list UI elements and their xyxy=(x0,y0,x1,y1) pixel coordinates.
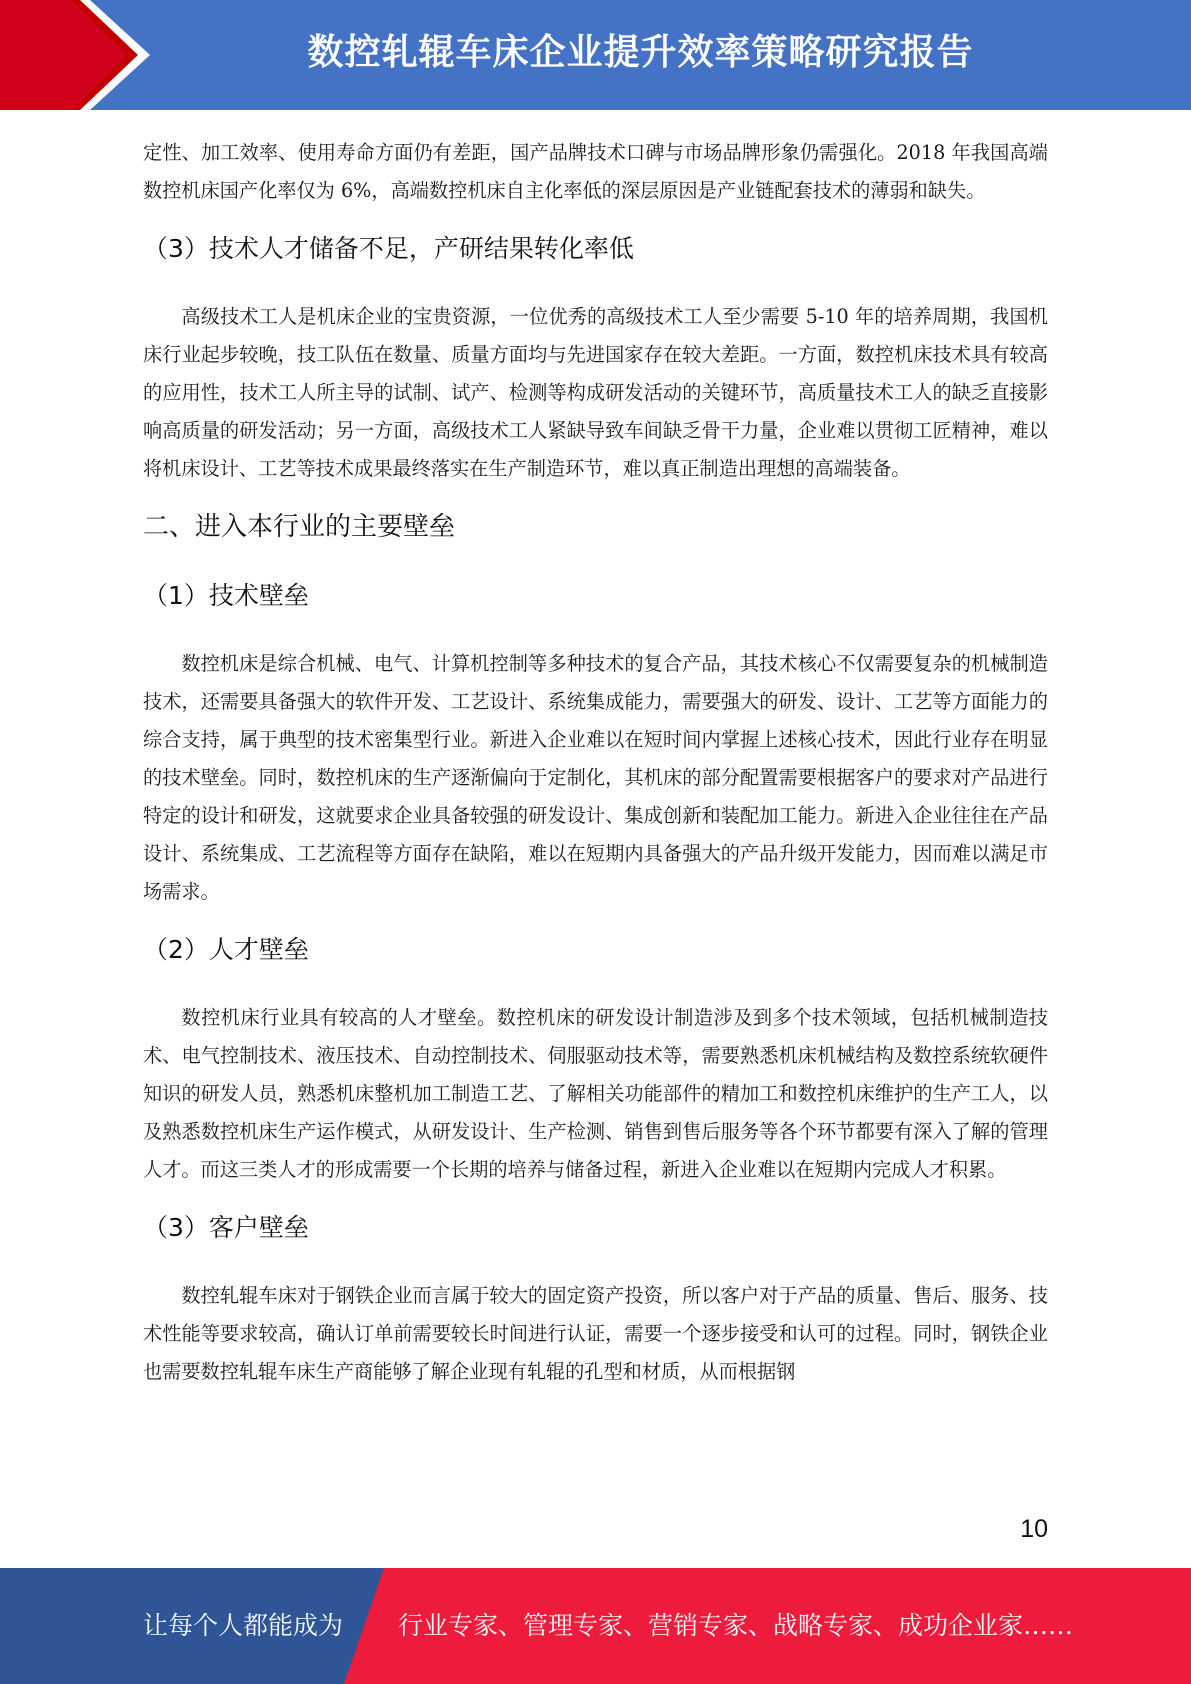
footer-slogan-left: 让每个人都能成为 xyxy=(143,1611,344,1640)
paragraph-tech-barrier: 数控机床是综合机械、电气、计算机控制等多种技术的复合产品，其技术核心不仅需要复杂的机械制造技术，还需要具备强大的软件开发、工艺设计、系统集成能力，需要强大的研发、设计、工艺等方面能力的综合支持，属于典型的技术密集型行业。新进入企业难以在短时间内掌握上述核心技术，因此行业存在明显的技术壁垒。同时，数控机床的生产逐渐偏向于定制化，其机床的部分配置需要根据客户的要求对产品进行特定的设计和研发，这就要求企业具备较强的研发设计、集成创新和装配加工能力。新进入企业往往在产品设计、系统集成、工艺流程等方面存在缺陷，难以在短期内具备强大的产品升级开发能力，因而难以满足市场需求。 xyxy=(143,652,1048,903)
page-footer xyxy=(0,1568,1191,1684)
page-number: 10 xyxy=(1020,1515,1048,1543)
page-header xyxy=(0,0,1191,110)
heading-customer-barrier: （3）客户壁垒 xyxy=(143,1213,309,1242)
footer-slogan-right: 行业专家、管理专家、营销专家、战略专家、成功企业家…… xyxy=(398,1611,1074,1640)
heading-tech-barrier: （1）技术壁垒 xyxy=(143,581,309,610)
document-body xyxy=(143,134,1048,1391)
paragraph-customer-barrier: 数控轧辊车床对于钢铁企业而言属于较大的固定资产投资，所以客户对于产品的质量、售后、服务、技术性能等要求较高，确认订单前需要较长时间进行认证，需要一个逐步接受和认可的过程。同时，钢铁企业也需要数控轧辊车床生产商能够了解企业现有轧辊的孔型和材质，从而根据钢 xyxy=(143,1284,1048,1383)
heading-barriers: 二、进入本行业的主要壁垒 xyxy=(143,512,456,542)
paragraph-talent-reserve: 高级技术工人是机床企业的宝贵资源，一位优秀的高级技术工人至少需要 5-10 年的培养周期，我国机床行业起步较晚，技工队伍在数量、质量方面均与先进国家存在较大差距。一方面，数控机床技术具有较高的应用性，技术工人所主导的试制、试产、检测等构成研发活动的关键环节，高质量技术工人的缺乏直接影响高质量的研发活动；另一方面，高级技术工人紧缺导致车间缺乏骨干力量，企业难以贯彻工匠精神，难以将机床设计、工艺等技术成果最终落实在生产制造环节，难以真正制造出理想的高端装备。 xyxy=(143,305,1048,480)
heading-talent-reserve: （3）技术人才储备不足，产研结果转化率低 xyxy=(143,234,634,263)
header-chevron-decoration xyxy=(0,0,150,110)
paragraph-intro: 定性、加工效率、使用寿命方面仍有差距，国产品牌技术口碑与市场品牌形象仍需强化。2018 年我国高端数控机床国产化率仅为 6%，高端数控机床自主化率低的深层原因是产业链配套技术的薄弱和缺失。 xyxy=(143,141,1048,202)
document-title: 数控轧辊车床企业提升效率策略研究报告 xyxy=(307,32,974,73)
paragraph-talent-barrier: 数控机床行业具有较高的人才壁垒。数控机床的研发设计制造涉及到多个技术领域，包括机械制造技术、电气控制技术、液压技术、自动控制技术、伺服驱动技术等，需要熟悉机床机械结构及数控系统软硬件知识的研发人员，熟悉机床整机加工制造工艺、了解相关功能部件的精加工和数控机床维护的生产工人，以及熟悉数控机床生产运作模式，从研发设计、生产检测、销售到售后服务等各个环节都要有深入了解的管理人才。而这三类人才的形成需要一个长期的培养与储备过程，新进入企业难以在短期内完成人才积累。 xyxy=(143,1006,1048,1181)
heading-talent-barrier: （2）人才壁垒 xyxy=(143,935,309,964)
